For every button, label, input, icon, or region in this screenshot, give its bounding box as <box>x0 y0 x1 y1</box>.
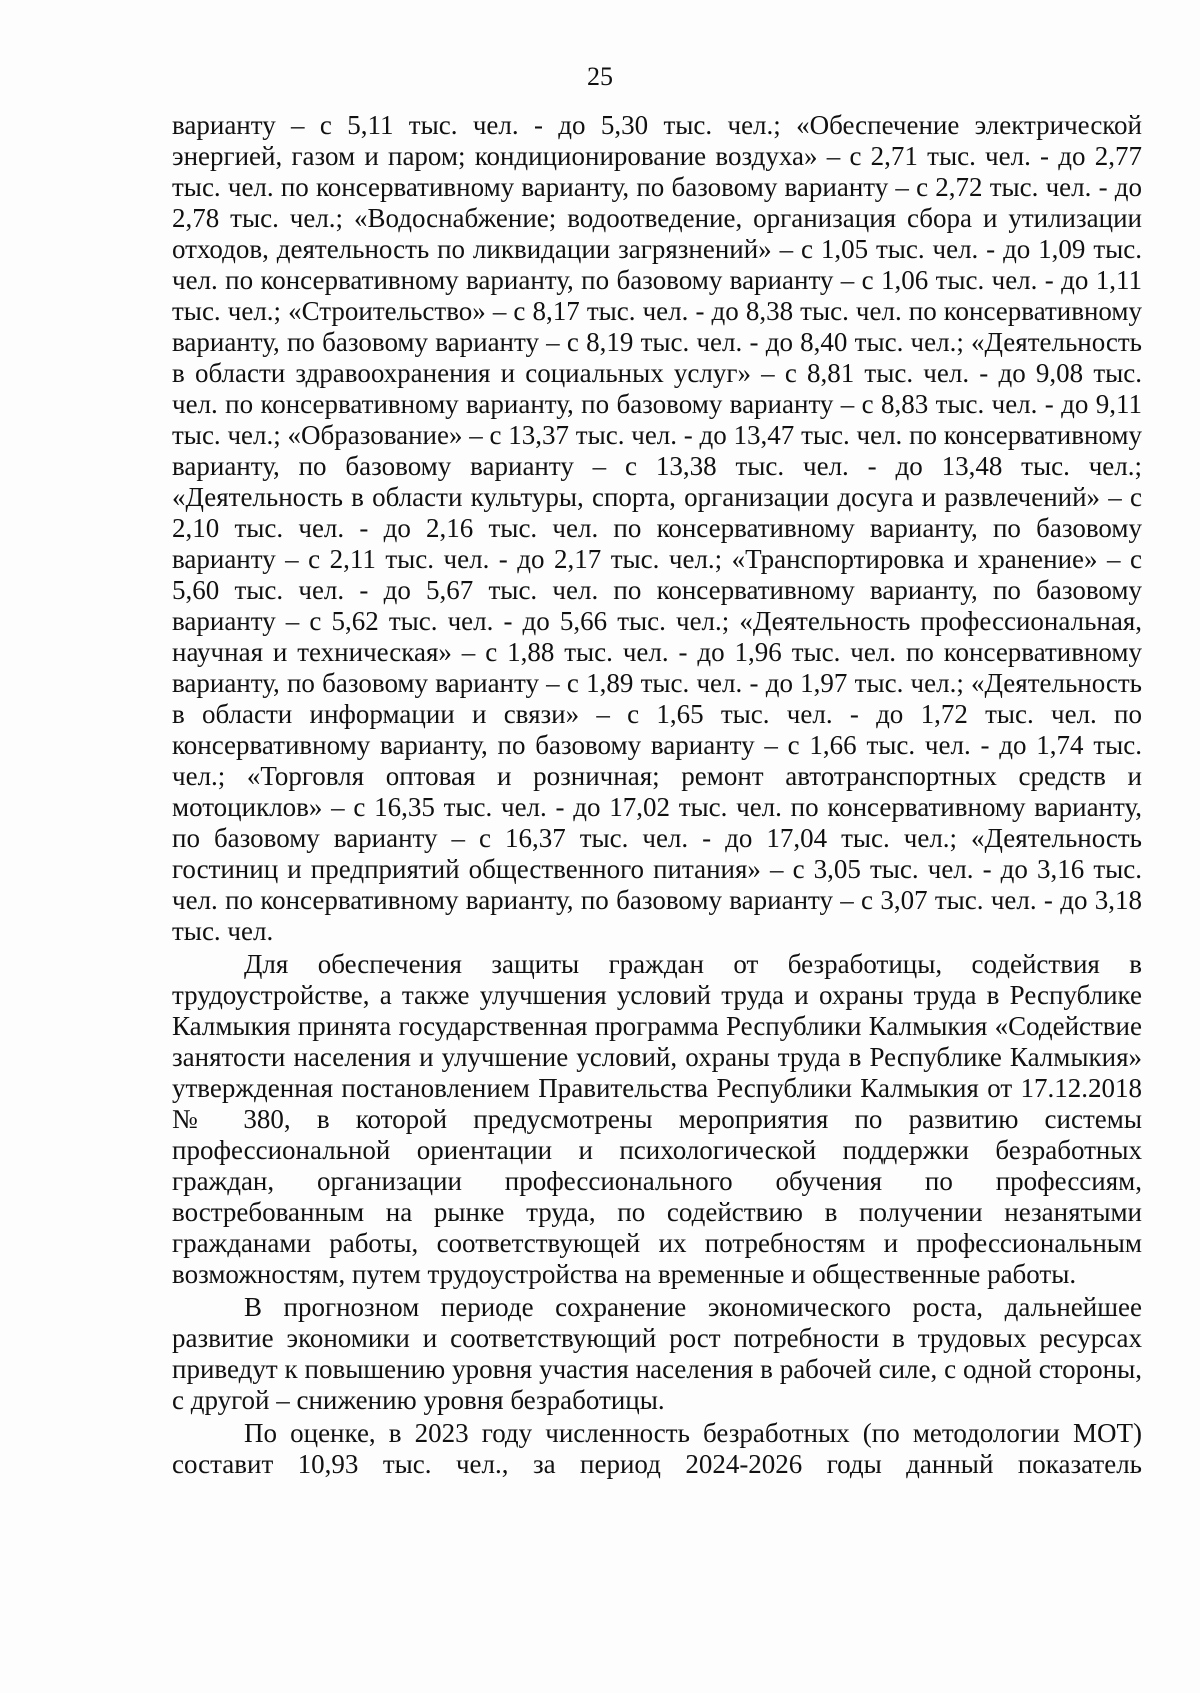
page-number: 25 <box>587 62 613 91</box>
document-body <box>172 110 1142 1480</box>
paragraph-unemployment-estimate: По оценке, в 2023 году численность безработных (по методологии МОТ) составит 10,93 тыс. чел., за период 2024-2026 годы данный показатель <box>172 1418 1142 1479</box>
paragraph-state-program: Для обеспечения защиты граждан от безработицы, содействия в трудоустройстве, а также улучшения условий труда и охраны труда в Республике Калмыкия принята государственная программа Республики Калмыкия «Содействие занятости населения и улучшение условий, охраны труда в Республике Калмыкия» утвержденная постановлением Правительства Республики Калмыкия от 17.12.2018 № 380, в которой предусмотрены мероприятия по развитию системы профессиональной ориентации и психологической поддержки безработных граждан, организации профессионального обучения по профессиям, востребованным на рынке труда, по содействию в получении незанятыми гражданами работы, соответствующей их потребностям и профессиональным возможностям, путем трудоустройства на временные и общественные работы. <box>172 949 1142 1289</box>
paragraph-employment-by-sector: варианту – с 5,11 тыс. чел. - до 5,30 тыс. чел.; «Обеспечение электрической энергией, газом и паром; кондиционирование воздуха» – с 2,71 тыс. чел. - до 2,77 тыс. чел. по консервативному варианту, по базовому варианту – с 2,72 тыс. чел. - до 2,78 тыс. чел.; «Водоснабжение; водоотведение, организация сбора и утилизации отходов, деятельность по ликвидации загрязнений» – с 1,05 тыс. чел. - до 1,09 тыс. чел. по консервативному варианту, по базовому варианту – с 1,06 тыс. чел. - до 1,11 тыс. чел.; «Строительство» – с 8,17 тыс. чел. - до 8,38 тыс. чел. по консервативному варианту, по базовому варианту – с 8,19 тыс. чел. - до 8,40 тыс. чел.; «Деятельность в области здравоохранения и социальных услуг» – с 8,81 тыс. чел. - до 9,08 тыс. чел. по консервативному варианту, по базовому варианту – с 8,83 тыс. чел. - до 9,11 тыс. чел.; «Образование» – с 13,37 тыс. чел. - до 13,47 тыс. чел. по консервативному варианту, по базовому варианту – с 13,38 тыс. чел. - до 13,48 тыс. чел.; «Деятельность в области культуры, спорта, организации досуга и развлечений» – с 2,10 тыс. чел. - до 2,16 тыс. чел. по консервативному варианту, по базовому варианту – с 2,11 тыс. чел. - до 2,17 тыс. чел.; «Транспортировка и хранение» – с 5,60 тыс. чел. - до 5,67 тыс. чел. по консервативному варианту, по базовому варианту – с 5,62 тыс. чел. - до 5,66 тыс. чел.; «Деятельность профессиональная, научная и техническая» – с 1,88 тыс. чел. - до 1,96 тыс. чел. по консервативному варианту, по базовому варианту – с 1,89 тыс. чел. - до 1,97 тыс. чел.; «Деятельность в области информации и связи» – с 1,65 тыс. чел. - до 1,72 тыс. чел. по консервативному варианту, по базовому варианту – с 1,66 тыс. чел. - до 1,74 тыс. чел.; «Торговля оптовая и розничная; ремонт автотранспортных средств и мотоциклов» – с 16,35 тыс. чел. - до 17,02 тыс. чел. по консервативному варианту, по базовому варианту – с 16,37 тыс. чел. - до 17,04 тыс. чел.; «Деятельность гостиниц и предприятий общественного питания» – с 3,05 тыс. чел. - до 3,16 тыс. чел. по консервативному варианту, по базовому варианту – с 3,07 тыс. чел. - до 3,18 тыс. чел. <box>172 110 1142 946</box>
paragraph-forecast-period: В прогнозном периоде сохранение экономического роста, дальнейшее развитие экономики и соответствующий рост потребности в трудовых ресурсах приведут к повышению уровня участия населения в рабочей силе, с одной стороны, с другой – снижению уровня безработицы. <box>172 1292 1142 1415</box>
